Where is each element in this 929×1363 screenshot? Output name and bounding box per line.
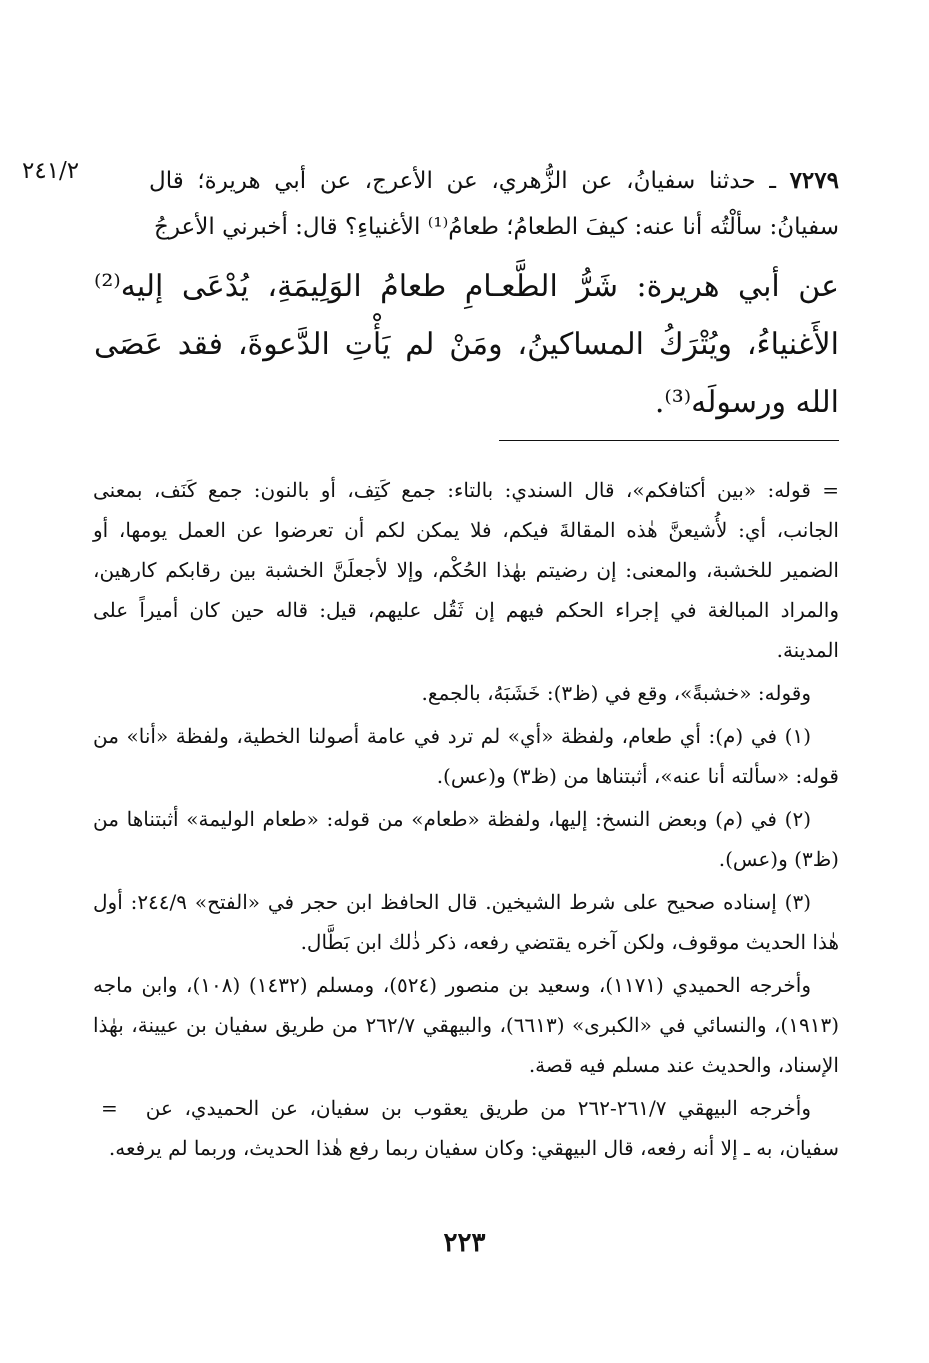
footnote-3: (٣) إسناده صحيح على شرط الشيخين. قال الحافظ ابن حجر في «الفتح» ٢٤٤/٩: أول هٰذا الحديث موقوف، ولكن آخره يقتضي رفعه، ذكر ذٰلك ابن بَطَّال.: [93, 890, 839, 954]
hadith-number: ٧٢٧٩: [789, 167, 839, 194]
footnote-1: (١) في (م): أي طعام، ولفظة «أي» لم ترد في عامة أصولنا الخطية، ولفظة «أنا» من قوله: «سألته أنا عنه»، أثبتناها من (ظ٣) و(عس).: [93, 724, 839, 788]
footnote-separator: [499, 440, 839, 441]
footnotes: [93, 470, 839, 1171]
footnote-paragraph: وقوله: «خشبةً»، وقع في (ظ٣): خَشَبَهُ، بالجمع.: [421, 681, 811, 705]
footnote-paragraph-text: وأخرجه البيهقي ٢٦١/٧-٢٦٢ من طريق يعقوب بن سفيان، عن الحميدي، عن سفيان، به ـ إلا أنه رفعه، قال البيهقي: وكان سفيان ربما رفع هٰذا الحديث، وربما لم يرفعه.: [108, 1096, 839, 1160]
page-number: ٢٢٣: [443, 1228, 486, 1258]
hadith-text: عن أبي هريرة: شَرُّ الطَّعـامِ طعامُ الوَلِيمَةِ، يُدْعَى إليه⁽²⁾ الأَغنياءُ، ويُتْرَكُ المساكينُ، ومَنْ لم يَأْتِ الدَّعوةَ، فقد عَصَى الله ورسولَه⁽³⁾.: [94, 269, 839, 420]
footnote-2: (٢) في (م) وبعض النسخ: إليها، ولفظة «طعام» من قوله: «طعام الوليمة» أثبتناها من (ظ٣) و(عس).: [93, 807, 839, 871]
footnote-paragraph: وأخرجه الحميدي (١١٧١)، وسعيد بن منصور (٥٢٤)، ومسلم (١٤٣٢) (١٠٨)، وابن ماجه (١٩١٣)، والنسائي في «الكبرى» (٦٦١٣)، والبيهقي ٢٦٢/٧ من طريق سفيان بن عيينة، بهٰذا الإسناد، والحديث عند مسلم فيه قصة.: [93, 973, 839, 1077]
volume-page-reference: ٢٤١/٢: [22, 158, 80, 184]
footnote-continued: = قوله: «بين أكتافكم»، قال السندي: بالتاء: جمع كَتِف، أو بالنون: جمع كَنَف، بمعنى الجانب، أي: لأُشيعنَّ هٰذه المقالةَ فيكم، فلا يمكن لكم أن تعرضوا عن العمل يومها، أو الضمير للخشبة، والمعنى: إن رضيتم بهٰذا الحُكْم، وإلا لأجعلَنَّ الخشبة بين رقابكم كارهين، والمراد المبالغة في إجراء الحكم فيهم إن ثَقُل عليهم، قيل: قاله حين كان أميراً على المدينة.: [93, 478, 839, 662]
hadith-isnad: [149, 158, 839, 250]
continuation-mark: =: [101, 1096, 118, 1120]
footnote-paragraph-last: [93, 1088, 839, 1168]
hadith-intro: ـ حدثنا سفيانُ، عن الزُّهري، عن الأعرج، عن أبي هريرة؛ قال سفيانُ: سألْتُه أنا عنه: كيفَ الطعامُ؛ طعامُ⁽¹⁾ الأغنياءِ؟ قال: أخبرني الأعرجُ: [149, 168, 839, 240]
